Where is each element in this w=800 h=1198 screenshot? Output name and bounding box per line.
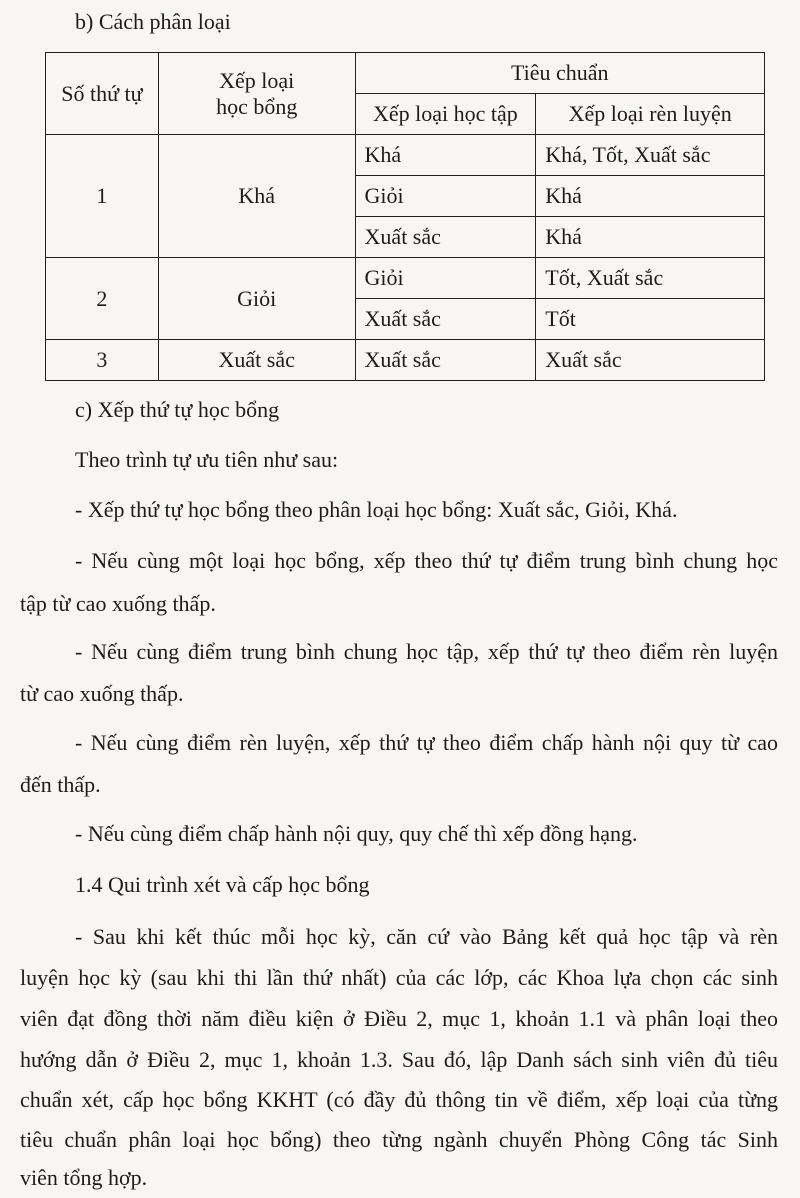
- table-row: [46, 135, 765, 176]
- ren-luyen-cell: Tốt, Xuất sắc: [536, 258, 765, 299]
- table-row: [46, 340, 765, 381]
- paragraph-line-5: chuẩn xét, cấp học bổng KKHT (có đầy đủ thông tin về điểm, xếp loại của từng: [20, 1087, 778, 1112]
- header-tieu-chuan: Tiêu chuẩn: [355, 53, 764, 94]
- bullet-3-line-2: từ cao xuống thấp.: [20, 681, 184, 706]
- ren-luyen-cell: Tốt: [536, 299, 765, 340]
- bullet-3-line-1: - Nếu cùng điểm trung bình chung học tập, xếp thứ tự theo điểm rèn luyện: [75, 639, 778, 664]
- hoc-tap-cell: Xuất sắc: [355, 217, 536, 258]
- bullet-2-line-1: - Nếu cùng một loại học bổng, xếp theo thứ tự điểm trung bình chung học: [75, 548, 778, 573]
- header-ren-luyen: Xếp loại rèn luyện: [536, 94, 765, 135]
- loai-cell: Xuất sắc: [158, 340, 355, 381]
- hoc-tap-cell: Xuất sắc: [355, 299, 536, 340]
- ren-luyen-cell: Xuất sắc: [536, 340, 765, 381]
- paragraph-line-2: luyện học kỳ (sau khi thi lần thứ nhất) của các lớp, các Khoa lựa chọn các sinh: [20, 965, 778, 990]
- header-xep-loai-line2: học bổng: [216, 93, 298, 119]
- section-1-4-heading: 1.4 Qui trình xét và cấp học bổng: [75, 872, 370, 897]
- header-xep-loai-line1: Xếp loại: [219, 67, 295, 93]
- paragraph-line-4: hướng dẫn ở Điều 2, mục 1, khoản 1.3. Sau đó, lập Danh sách sinh viên đủ tiêu: [20, 1047, 778, 1072]
- ren-luyen-cell: Khá: [536, 176, 765, 217]
- section-b-heading: b) Cách phân loại: [75, 9, 231, 34]
- stt-cell: 1: [46, 135, 159, 258]
- paragraph-line-7: viên tổng hợp.: [20, 1165, 148, 1190]
- header-xep-loai-hoc-bong: [158, 53, 355, 135]
- loai-cell: Khá: [158, 135, 355, 258]
- bullet-2-line-2: tập từ cao xuống thấp.: [20, 591, 216, 616]
- header-stt: Số thứ tự: [46, 53, 159, 135]
- intro-text: Theo trình tự ưu tiên như sau:: [75, 447, 339, 472]
- ren-luyen-cell: Khá: [536, 217, 765, 258]
- stt-cell: 3: [46, 340, 159, 381]
- classification-table: [45, 52, 765, 381]
- ren-luyen-cell: Khá, Tốt, Xuất sắc: [536, 135, 765, 176]
- paragraph-line-6: tiêu chuẩn phân loại học bổng) theo từng ngành chuyển Phòng Công tác Sinh: [20, 1127, 778, 1152]
- paragraph-line-3: viên đạt đồng thời năm điều kiện ở Điều 2, mục 1, khoản 1.1 và phân loại theo: [20, 1006, 778, 1031]
- hoc-tap-cell: Giỏi: [355, 258, 536, 299]
- bullet-5: - Nếu cùng điểm chấp hành nội quy, quy chế thì xếp đồng hạng.: [75, 821, 638, 846]
- stt-cell: 2: [46, 258, 159, 340]
- loai-cell: Giỏi: [158, 258, 355, 340]
- hoc-tap-cell: Khá: [355, 135, 536, 176]
- hoc-tap-cell: Xuất sắc: [355, 340, 536, 381]
- hoc-tap-cell: Giỏi: [355, 176, 536, 217]
- paragraph-line-1: - Sau khi kết thúc mỗi học kỳ, căn cứ vào Bảng kết quả học tập và rèn: [75, 924, 778, 949]
- bullet-1: - Xếp thứ tự học bổng theo phân loại học bổng: Xuất sắc, Giỏi, Khá.: [75, 497, 678, 522]
- section-c-heading: c) Xếp thứ tự học bổng: [75, 397, 280, 422]
- header-hoc-tap: Xếp loại học tập: [355, 94, 536, 135]
- bullet-4-line-2: đến thấp.: [20, 772, 101, 797]
- table-row: [46, 258, 765, 299]
- bullet-4-line-1: - Nếu cùng điểm rèn luyện, xếp thứ tự theo điểm chấp hành nội quy từ cao: [75, 730, 778, 755]
